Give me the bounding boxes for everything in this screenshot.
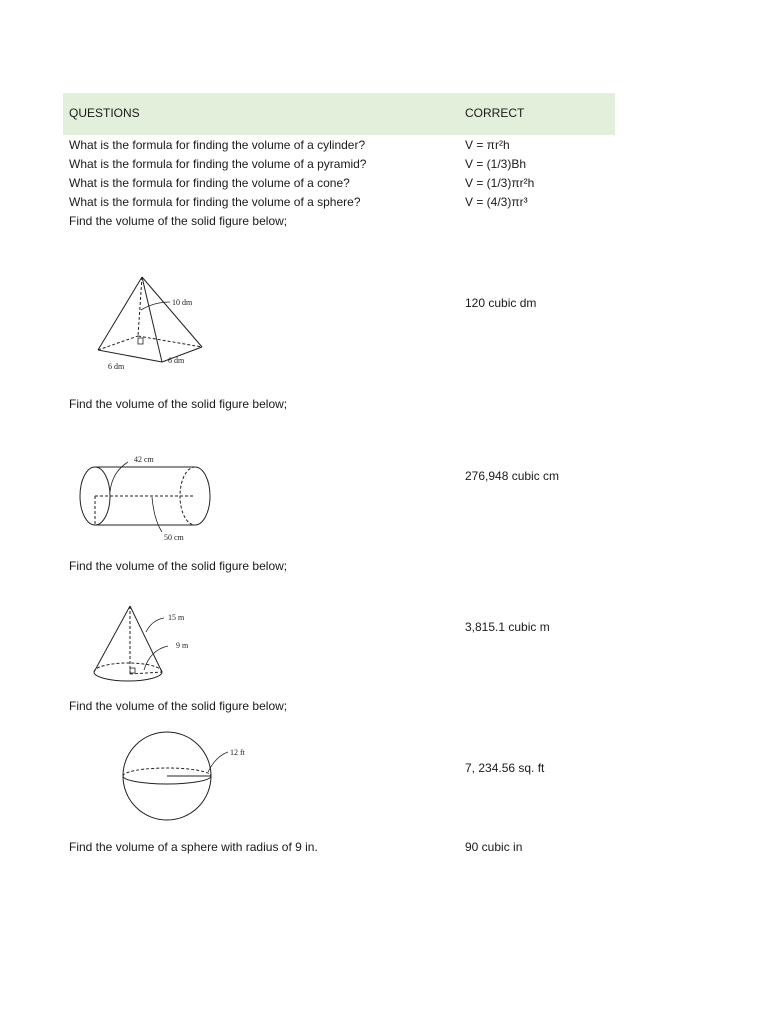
question-cone-formula: What is the formula for finding the volume of a cone? xyxy=(69,176,350,190)
cone-figure xyxy=(88,602,218,690)
answer-sphere-radius-9: 90 cubic in xyxy=(465,840,523,854)
answer-pyramid-formula: V = (1/3)Bh xyxy=(465,157,527,171)
header-row xyxy=(63,93,615,135)
correct-column-header: CORRECT xyxy=(465,106,525,120)
question-cone-figure: Find the volume of the solid figure below; xyxy=(69,559,288,573)
question-pyramid-figure: Find the volume of the solid figure below; xyxy=(69,214,288,228)
pyramid-base-label: 6 dm xyxy=(108,362,125,371)
answer-cone-formula: V = (1/3)πr²h xyxy=(465,176,535,190)
question-cylinder-figure: Find the volume of the solid figure below; xyxy=(69,397,288,411)
sphere-radius-label: 12 ft xyxy=(230,748,245,757)
question-sphere-figure: Find the volume of the solid figure below; xyxy=(69,699,288,713)
question-pyramid-formula: What is the formula for finding the volume of a pyramid? xyxy=(69,157,367,171)
question-sphere-formula: What is the formula for finding the volume of a sphere? xyxy=(69,195,361,209)
pyramid-side-label: 6 dm xyxy=(168,356,185,365)
questions-column-header: QUESTIONS xyxy=(69,106,140,120)
cylinder-length-label: 50 cm xyxy=(164,533,184,542)
answer-sphere-formula: V = (4/3)πr³ xyxy=(465,195,528,209)
cone-radius-label: 9 m xyxy=(176,641,189,650)
question-sphere-radius-9: Find the volume of a sphere with radius of 9 in. xyxy=(69,840,318,854)
answer-sphere-figure: 7, 234.56 sq. ft xyxy=(465,761,545,775)
question-cylinder-formula: What is the formula for finding the volume of a cylinder? xyxy=(69,138,366,152)
cylinder-figure xyxy=(72,452,222,544)
cylinder-radius-label: 42 cm xyxy=(134,455,154,464)
pyramid-figure xyxy=(88,272,218,377)
sphere-figure xyxy=(112,730,262,826)
answer-cone-figure: 3,815.1 cubic m xyxy=(465,620,550,634)
pyramid-height-label: 10 dm xyxy=(172,298,193,307)
cone-slant-label: 15 m xyxy=(168,613,185,622)
answer-pyramid-figure: 120 cubic dm xyxy=(465,296,537,310)
answer-cylinder-figure: 276,948 cubic cm xyxy=(465,469,560,483)
answer-cylinder-formula: V = πr²h xyxy=(465,138,510,152)
